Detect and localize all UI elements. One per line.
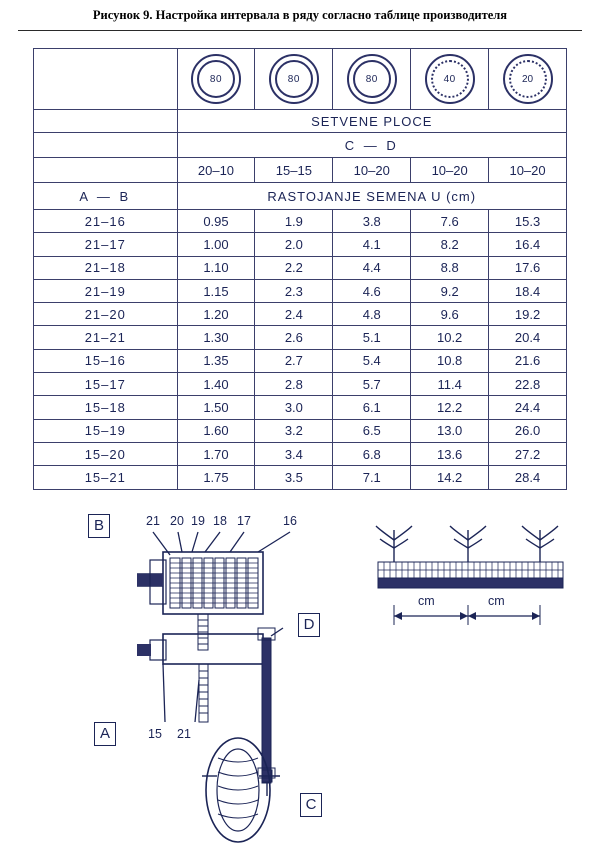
cell-value: 5.1 — [333, 326, 411, 349]
empty-cell — [34, 133, 178, 158]
cell-value: 1.00 — [177, 233, 255, 256]
table-row — [34, 233, 567, 256]
cell-value: 1.40 — [177, 373, 255, 396]
cell-value: 2.3 — [255, 279, 333, 302]
cell-value: 3.0 — [255, 396, 333, 419]
figure-caption: Рисунок 9. Настройка интервала в ряду согласно таблице производителя — [92, 8, 508, 22]
cell-value: 9.6 — [411, 303, 489, 326]
row-label: 21–16 — [34, 210, 178, 233]
cell-value: 1.15 — [177, 279, 255, 302]
cell-value: 7.6 — [411, 210, 489, 233]
cell-value: 20.4 — [489, 326, 567, 349]
table-row — [34, 279, 567, 302]
row-label: 15–21 — [34, 466, 178, 489]
cell-value: 18.4 — [489, 279, 567, 302]
cell-value: 17.6 — [489, 256, 567, 279]
table-row — [34, 303, 567, 326]
label-box-a: A — [94, 722, 116, 746]
empty-cell — [34, 158, 178, 183]
table-row — [34, 349, 567, 372]
cell-value: 24.4 — [489, 396, 567, 419]
table-row-cd — [34, 133, 567, 158]
cell-value: 7.1 — [333, 466, 411, 489]
cell-value: 1.50 — [177, 396, 255, 419]
table-row — [34, 442, 567, 465]
empty-corner-cell — [34, 49, 178, 110]
empty-cell — [34, 110, 178, 133]
cell-value: 1.70 — [177, 442, 255, 465]
seed-spacing-table-wrapper — [33, 48, 567, 490]
label-box-c: C — [300, 793, 322, 817]
disc-cell-2 — [255, 49, 333, 110]
table-row-discs — [34, 49, 567, 110]
cell-value: 13.0 — [411, 419, 489, 442]
callout-20: 20 — [170, 514, 184, 528]
size-header-1: 20–10 — [177, 158, 255, 183]
size-header-5: 10–20 — [489, 158, 567, 183]
cell-value: 14.2 — [411, 466, 489, 489]
disc-inner-label: 80 — [197, 60, 235, 98]
cm-label-right: cm — [488, 594, 505, 608]
seed-disc-icon — [191, 54, 241, 104]
row-label: 21–21 — [34, 326, 178, 349]
cell-value: 3.4 — [255, 442, 333, 465]
cell-value: 9.2 — [411, 279, 489, 302]
disc-cell-3 — [333, 49, 411, 110]
disc-cell-1 — [177, 49, 255, 110]
cell-value: 1.35 — [177, 349, 255, 372]
callout-15: 15 — [148, 727, 162, 741]
cell-value: 2.2 — [255, 256, 333, 279]
disc-inner-label: 80 — [275, 60, 313, 98]
disc-cell-4 — [411, 49, 489, 110]
table-row-sizes — [34, 158, 567, 183]
callout-19: 19 — [191, 514, 205, 528]
row-label: 21–19 — [34, 279, 178, 302]
label-box-b: B — [88, 514, 110, 538]
cell-value: 6.8 — [333, 442, 411, 465]
ab-header: A — B — [34, 183, 178, 210]
cd-header: C — D — [177, 133, 566, 158]
cell-value: 10.8 — [411, 349, 489, 372]
label-box-d: D — [298, 613, 320, 637]
cm-label-left: cm — [418, 594, 435, 608]
seed-disc-icon — [269, 54, 319, 104]
seed-disc-icon — [503, 54, 553, 104]
cell-value: 19.2 — [489, 303, 567, 326]
cell-value: 4.1 — [333, 233, 411, 256]
cell-value: 26.0 — [489, 419, 567, 442]
disc-inner-label: 20 — [521, 73, 534, 85]
disc-inner-label: 80 — [353, 60, 391, 98]
cell-value: 1.60 — [177, 419, 255, 442]
table-row — [34, 210, 567, 233]
table-row — [34, 326, 567, 349]
cell-value: 22.8 — [489, 373, 567, 396]
row-label: 15–16 — [34, 349, 178, 372]
cell-value: 4.8 — [333, 303, 411, 326]
table-row — [34, 396, 567, 419]
caption-divider — [18, 30, 582, 31]
callout-17: 17 — [237, 514, 251, 528]
cell-value: 16.4 — [489, 233, 567, 256]
seed-spacing-table — [33, 48, 567, 490]
cell-value: 3.8 — [333, 210, 411, 233]
planter-diagram — [0, 500, 600, 862]
cell-value: 13.6 — [411, 442, 489, 465]
seed-disc-icon — [347, 54, 397, 104]
cell-value: 3.5 — [255, 466, 333, 489]
cell-value: 6.5 — [333, 419, 411, 442]
cell-value: 11.4 — [411, 373, 489, 396]
cell-value: 15.3 — [489, 210, 567, 233]
cell-value: 8.2 — [411, 233, 489, 256]
cell-value: 12.2 — [411, 396, 489, 419]
cell-value: 4.4 — [333, 256, 411, 279]
size-header-4: 10–20 — [411, 158, 489, 183]
cell-value: 2.6 — [255, 326, 333, 349]
callout-18: 18 — [213, 514, 227, 528]
cell-value: 2.8 — [255, 373, 333, 396]
cell-value: 28.4 — [489, 466, 567, 489]
table-row — [34, 373, 567, 396]
cell-value: 5.4 — [333, 349, 411, 372]
callout-16: 16 — [283, 514, 297, 528]
table-row — [34, 466, 567, 489]
row-label: 15–19 — [34, 419, 178, 442]
setvene-ploce-header: SETVENE PLOCE — [177, 110, 566, 133]
row-label: 15–17 — [34, 373, 178, 396]
cell-value: 27.2 — [489, 442, 567, 465]
size-header-3: 10–20 — [333, 158, 411, 183]
disc-inner-label: 40 — [431, 60, 469, 98]
cell-value: 1.10 — [177, 256, 255, 279]
table-row-ab-rastojanje — [34, 183, 567, 210]
cell-value: 2.7 — [255, 349, 333, 372]
size-header-2: 15–15 — [255, 158, 333, 183]
callout-21-lower: 21 — [177, 727, 191, 741]
cell-value: 1.20 — [177, 303, 255, 326]
seed-disc-icon — [425, 54, 475, 104]
cell-value: 0.95 — [177, 210, 255, 233]
row-label: 15–18 — [34, 396, 178, 419]
table-row-setvene — [34, 110, 567, 133]
cell-value: 6.1 — [333, 396, 411, 419]
cell-value: 21.6 — [489, 349, 567, 372]
cell-value: 5.7 — [333, 373, 411, 396]
cell-value: 8.8 — [411, 256, 489, 279]
cell-value: 2.0 — [255, 233, 333, 256]
disc-cell-5 — [489, 49, 567, 110]
row-label: 21–17 — [34, 233, 178, 256]
cell-value: 10.2 — [411, 326, 489, 349]
cell-value: 1.75 — [177, 466, 255, 489]
cell-value: 1.30 — [177, 326, 255, 349]
table-row — [34, 419, 567, 442]
disc-dotted-ring-icon — [509, 60, 547, 98]
cell-value: 4.6 — [333, 279, 411, 302]
callout-21: 21 — [146, 514, 160, 528]
row-label: 21–20 — [34, 303, 178, 326]
table-row — [34, 256, 567, 279]
row-label: 15–20 — [34, 442, 178, 465]
cell-value: 1.9 — [255, 210, 333, 233]
cell-value: 3.2 — [255, 419, 333, 442]
cell-value: 2.4 — [255, 303, 333, 326]
rastojanje-header: RASTOJANJE SEMENA U (cm) — [177, 183, 566, 210]
row-label: 21–18 — [34, 256, 178, 279]
